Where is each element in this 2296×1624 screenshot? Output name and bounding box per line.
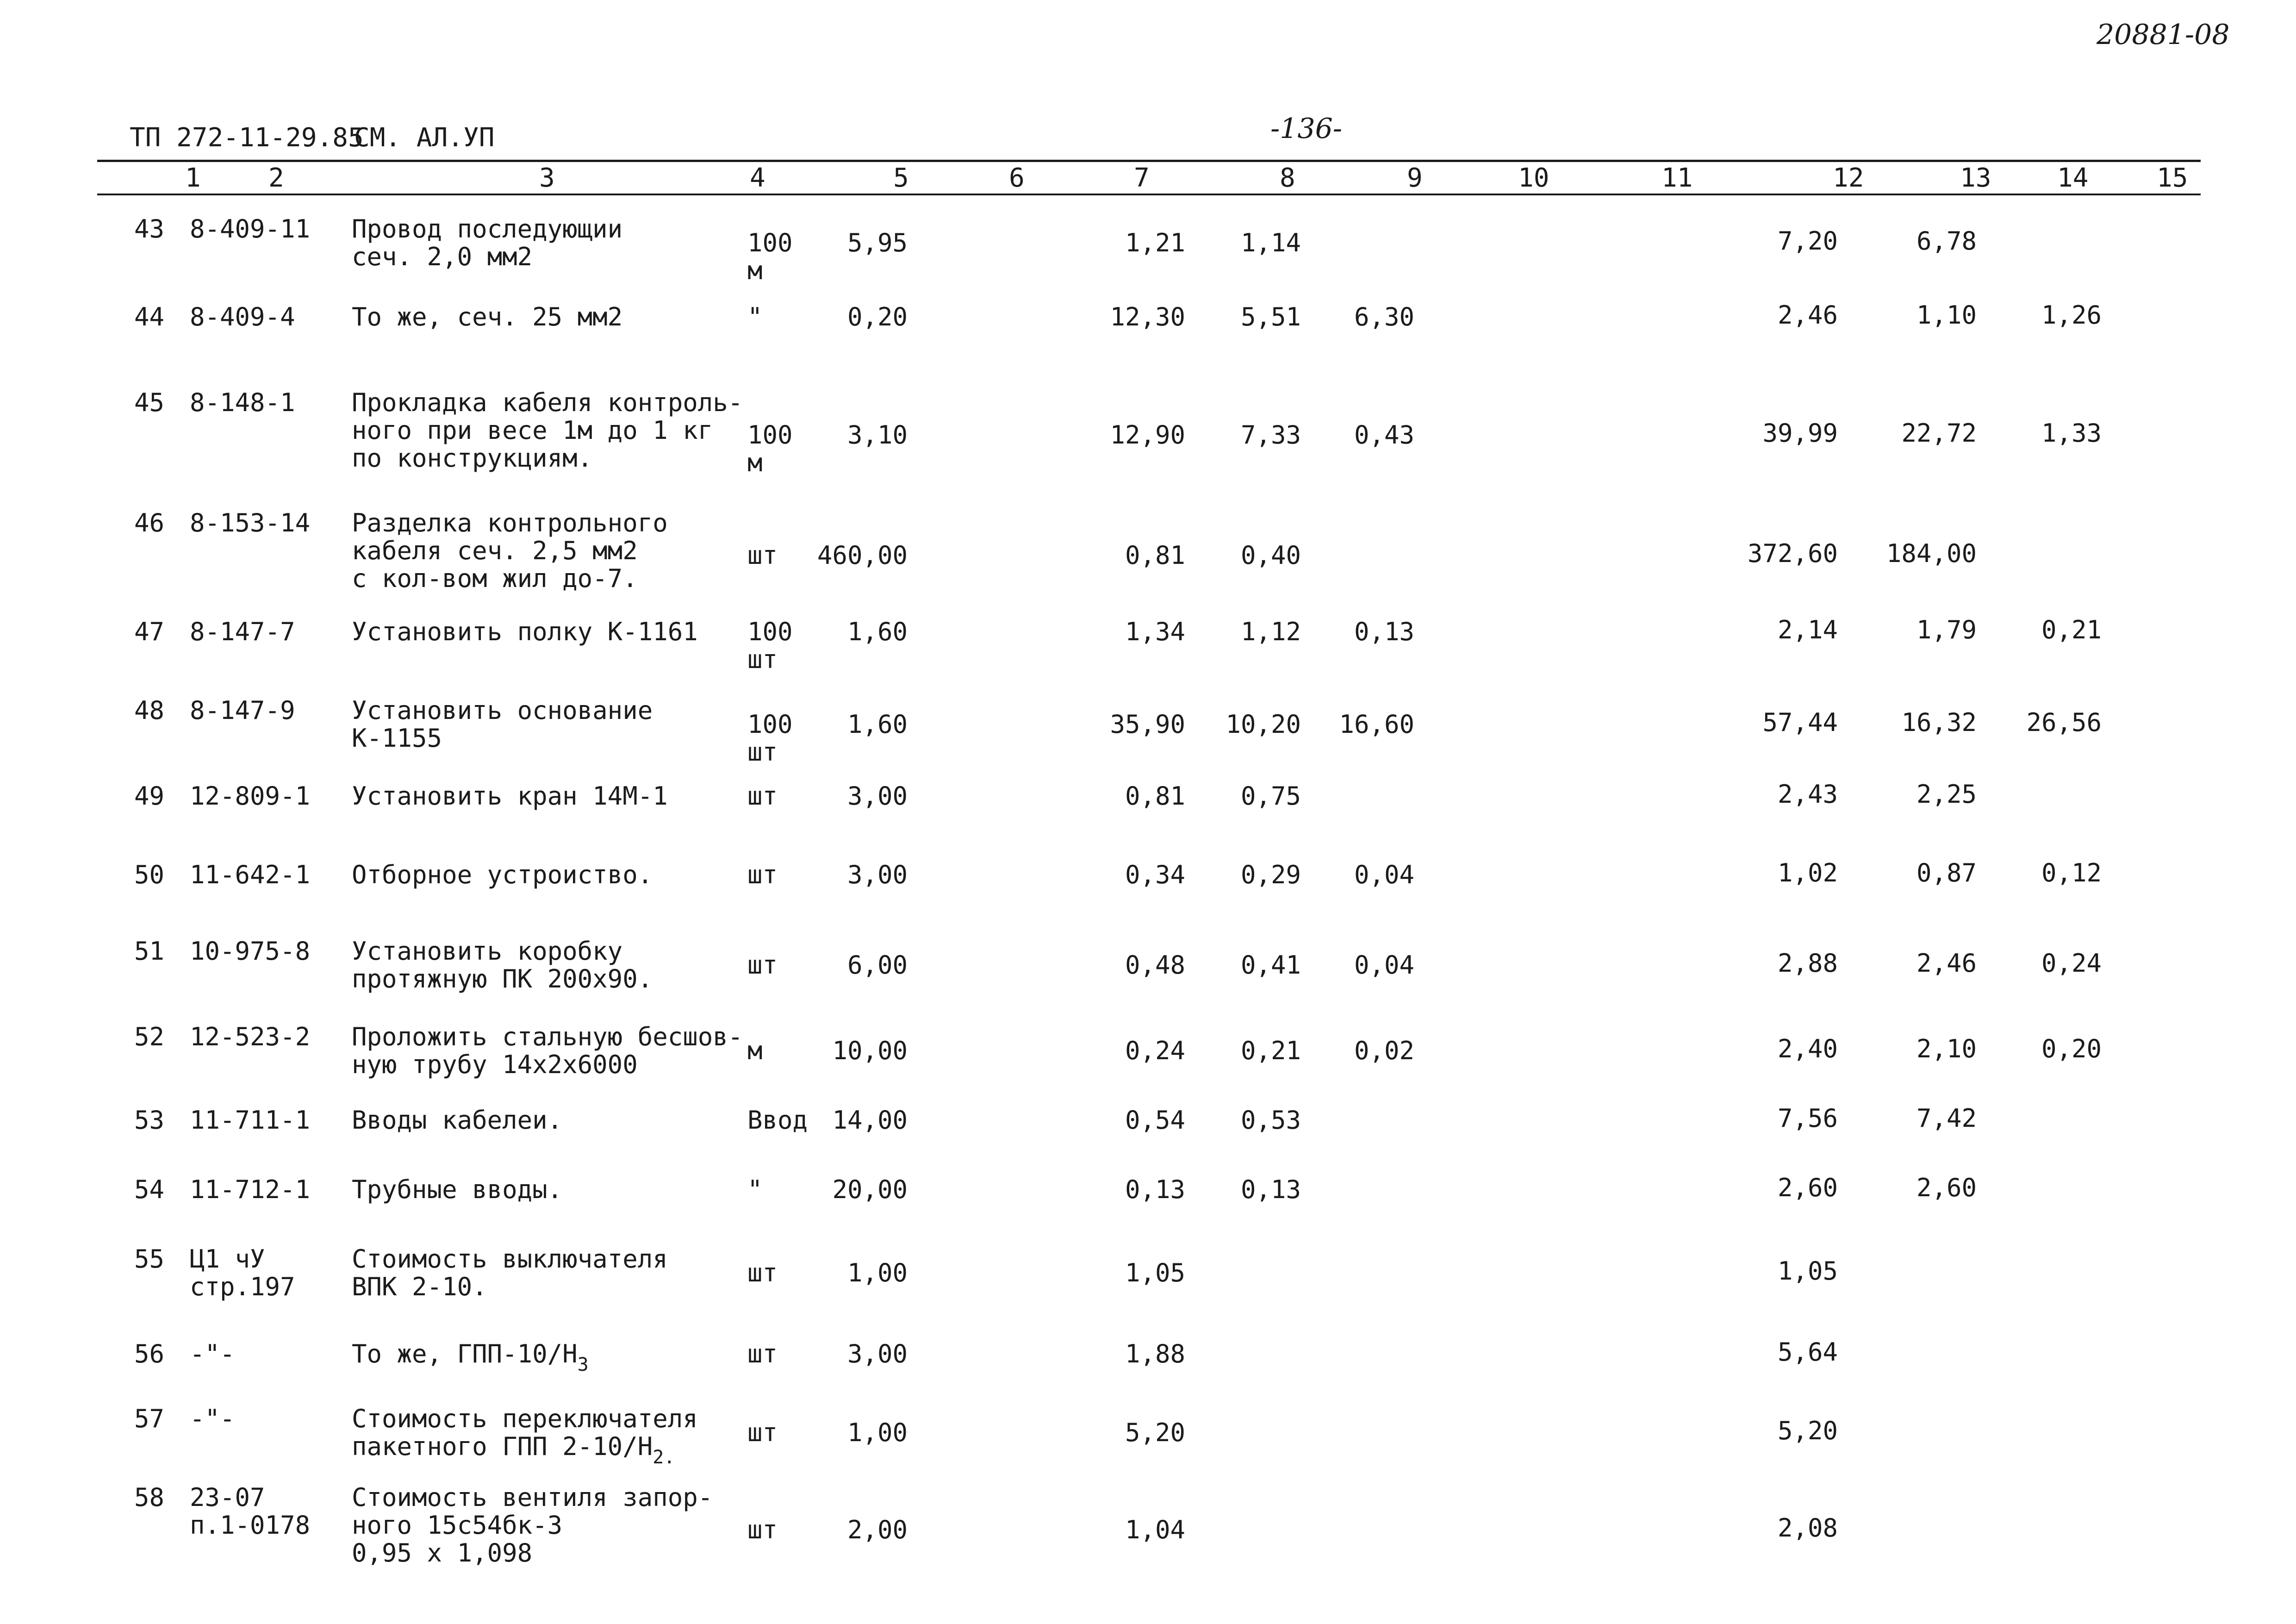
total-cost: 5,64 [1777,1337,1838,1367]
price-code: Ц1 чУ стр.197 [190,1244,295,1301]
total-wages: 2,60 [1916,1173,1977,1202]
quantity: 1,60 [847,617,908,646]
row-number: 56 [134,1339,165,1368]
work-description: Трубные вводы. [352,1175,563,1204]
total-cost: 1,05 [1777,1256,1838,1286]
price-code: 8-409-4 [190,302,295,331]
column-number: 7 [1134,163,1150,193]
unit: 100 шт [747,710,793,767]
total-cost: 7,20 [1777,226,1838,256]
total-machines: 1,26 [2041,300,2102,330]
price-code: 23-07 п.1-0178 [190,1483,311,1540]
total-cost: 2,60 [1777,1173,1838,1202]
quantity: 0,20 [847,302,908,331]
quantity: 5,95 [847,228,908,257]
unit: м [747,1036,763,1065]
column-number: 5 [893,163,909,193]
row-number: 43 [134,214,165,244]
total-cost: 5,20 [1777,1416,1838,1445]
row-number: 58 [134,1483,165,1512]
total-machines: 0,24 [2041,949,2102,978]
row-number: 55 [134,1244,165,1274]
quantity: 6,00 [847,950,908,980]
total-wages: 7,42 [1916,1104,1977,1133]
unit-cost-wages: 0,13 [1240,1175,1301,1204]
column-number: 1 [185,163,201,193]
total-cost: 2,40 [1777,1034,1838,1063]
unit-cost-wages: 0,41 [1240,950,1301,980]
quantity: 3,10 [847,420,908,450]
unit-cost-machines: 0,04 [1354,950,1414,980]
row-number: 52 [134,1022,165,1051]
row-number: 51 [134,937,165,966]
total-cost: 2,88 [1777,949,1838,978]
work-description: Стоимость выключателя ВПК 2-10. [352,1244,668,1301]
row-number: 49 [134,781,165,811]
page-number: -136- [1270,112,1343,145]
unit: Ввод [747,1106,808,1135]
work-description: Отборное устроиство. [352,860,653,889]
unit-cost-wages: 0,53 [1240,1106,1301,1135]
work-description: Установить основание К-1155 [352,696,653,753]
header-top-rule [97,160,2201,162]
price-code: 11-711-1 [190,1106,311,1135]
row-number: 47 [134,617,165,646]
work-description: Стоимость переключателя пакетного ГПП $2-10/Н_{2.}$ [352,1404,698,1468]
unit-cost-total: 1,88 [1125,1339,1185,1368]
column-number: 4 [750,163,765,193]
unit-cost-wages: 7,33 [1240,420,1301,450]
unit-cost-wages: 1,14 [1240,228,1301,257]
unit-cost-total: 1,04 [1125,1515,1185,1544]
column-number: 2 [268,163,284,193]
unit: " [747,1175,763,1204]
price-code: 8-147-7 [190,617,295,646]
row-number: 48 [134,696,165,725]
price-code: 8-153-14 [190,508,311,537]
row-number: 54 [134,1175,165,1204]
row-number: 44 [134,302,165,331]
unit: шт [747,1339,778,1368]
column-number: 8 [1280,163,1295,193]
total-wages: 2,46 [1916,949,1977,978]
total-machines: 26,56 [2026,708,2102,737]
total-wages: 1,10 [1916,300,1977,330]
unit-cost-wages: 0,40 [1240,541,1301,570]
column-number: 9 [1407,163,1423,193]
total-cost: 372,60 [1747,539,1838,568]
column-number: 6 [1009,163,1025,193]
total-cost: 57,44 [1762,708,1838,737]
total-machines: 0,20 [2041,1034,2102,1063]
total-machines: 0,21 [2041,615,2102,644]
work-description: Вводы кабелеи. [352,1106,563,1135]
price-code: 8-409-11 [190,214,311,244]
unit-cost-total: 0,54 [1125,1106,1185,1135]
work-description: Проложить стальную бесшов- ную трубу 14х2х6000 [352,1022,743,1079]
total-wages: 2,25 [1916,780,1977,809]
column-number: 12 [1833,163,1864,193]
unit: шт [747,1258,778,1287]
unit: 100 м [747,420,793,477]
unit-cost-wages: 1,12 [1240,617,1301,646]
quantity: 2,00 [847,1515,908,1544]
total-wages: 2,10 [1916,1034,1977,1063]
total-wages: 22,72 [1901,418,1977,448]
total-wages: 1,79 [1916,615,1977,644]
total-wages: 6,78 [1916,226,1977,256]
unit-cost-machines: 0,43 [1354,420,1414,450]
work-description: Установить коробку протяжную ПК 200х90. [352,937,653,993]
unit-cost-total: 0,48 [1125,950,1185,980]
project-code: ТП 272-11-29.85 [130,123,364,153]
unit: 100 шт [747,617,793,674]
unit-cost-total: 35,90 [1110,710,1185,739]
archive-number: 20881-08 [2097,19,2230,51]
unit: шт [747,1418,778,1447]
row-number: 57 [134,1404,165,1433]
total-cost: 39,99 [1762,418,1838,448]
quantity: 460,00 [817,541,908,570]
unit-cost-machines: 16,60 [1339,710,1414,739]
quantity: 10,00 [832,1036,908,1065]
work-description: То же, ГПП-$10/Н_3$ [352,1339,589,1375]
unit-cost-machines: 0,02 [1354,1036,1414,1065]
unit-cost-total: 0,24 [1125,1036,1185,1065]
unit: шт [747,541,778,570]
unit-cost-total: 1,05 [1125,1258,1185,1287]
work-description: То же, сеч. 25 мм2 [352,302,623,331]
unit-cost-total: 5,20 [1125,1418,1185,1447]
unit-cost-machines: 0,04 [1354,860,1414,889]
column-number: 13 [1960,163,1991,193]
quantity: 1,00 [847,1418,908,1447]
price-code: 8-147-9 [190,696,295,725]
column-number: 11 [1661,163,1693,193]
description-subscript: 2. [653,1447,675,1468]
quantity: 20,00 [832,1175,908,1204]
column-number: 15 [2157,163,2188,193]
work-description: Установить кран 14М-1 [352,781,668,811]
reference-label: СМ. АЛ.УП [354,123,495,153]
unit: 100 м [747,228,793,285]
header-bottom-rule [97,194,2201,195]
quantity: 3,00 [847,1339,908,1368]
unit-cost-machines: 0,13 [1354,617,1414,646]
unit: шт [747,860,778,889]
price-code: -"- [190,1339,235,1368]
row-number: 53 [134,1106,165,1135]
unit-cost-total: 12,90 [1110,420,1185,450]
column-number: 10 [1518,163,1549,193]
total-wages: 0,87 [1916,858,1977,887]
unit: шт [747,1515,778,1544]
price-code: 8-148-1 [190,388,295,417]
quantity: 3,00 [847,860,908,889]
column-number: 14 [2057,163,2089,193]
row-number: 50 [134,860,165,889]
unit: " [747,302,763,331]
unit-cost-wages: 0,29 [1240,860,1301,889]
total-wages: 16,32 [1901,708,1977,737]
price-code: 12-523-2 [190,1022,311,1051]
unit-cost-total: 1,21 [1125,228,1185,257]
price-code: 10-975-8 [190,937,311,966]
description-subscript: 3 [577,1354,589,1375]
unit-cost-wages: 0,21 [1240,1036,1301,1065]
quantity: 1,60 [847,710,908,739]
unit-cost-wages: 0,75 [1240,781,1301,811]
unit: шт [747,781,778,811]
unit-cost-total: 0,13 [1125,1175,1185,1204]
total-cost: 2,43 [1777,780,1838,809]
total-cost: 2,14 [1777,615,1838,644]
unit-cost-wages: 5,51 [1240,302,1301,331]
unit-cost-machines: 6,30 [1354,302,1414,331]
row-number: 45 [134,388,165,417]
work-description: Прокладка кабеля контроль- ного при весе 1м до 1 кг по конструкциям. [352,388,743,473]
total-cost: 2,08 [1777,1513,1838,1543]
price-code: 11-642-1 [190,860,311,889]
unit-cost-wages: 10,20 [1226,710,1301,739]
unit-cost-total: 12,30 [1110,302,1185,331]
quantity: 3,00 [847,781,908,811]
total-cost: 1,02 [1777,858,1838,887]
total-machines: 1,33 [2041,418,2102,448]
total-cost: 2,46 [1777,300,1838,330]
column-number: 3 [539,163,555,193]
price-code: -"- [190,1404,235,1433]
quantity: 14,00 [832,1106,908,1135]
work-description: Установить полку К-1161 [352,617,698,646]
work-description: Стоимость вентиля запор- ного 15с54бк-3 0,95 х 1,098 [352,1483,713,1568]
quantity: 1,00 [847,1258,908,1287]
total-wages: 184,00 [1886,539,1977,568]
price-code: 12-809-1 [190,781,311,811]
unit-cost-total: 0,34 [1125,860,1185,889]
unit-cost-total: 1,34 [1125,617,1185,646]
total-machines: 0,12 [2041,858,2102,887]
unit-cost-total: 0,81 [1125,781,1185,811]
unit: шт [747,950,778,980]
unit-cost-total: 0,81 [1125,541,1185,570]
work-description: Разделка контрольного кабеля сеч. 2,5 мм2 с кол-вом жил до-7. [352,508,668,593]
total-cost: 7,56 [1777,1104,1838,1133]
row-number: 46 [134,508,165,537]
price-code: 11-712-1 [190,1175,311,1204]
work-description: Провод последующии сеч. 2,0 мм2 [352,214,623,271]
